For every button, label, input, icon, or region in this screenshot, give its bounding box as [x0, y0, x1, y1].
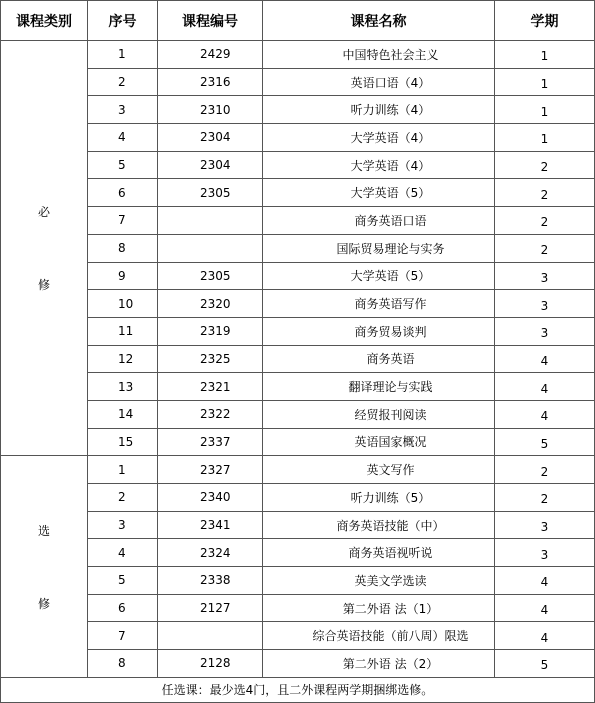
table-row — [1, 234, 595, 262]
course-code: 2128 — [158, 650, 263, 678]
course-code: 2304 — [158, 151, 263, 179]
course-code: 2305 — [158, 262, 263, 290]
course-name: 大学英语（5） — [263, 262, 495, 290]
term: 2 — [495, 484, 595, 512]
category-label: 必 — [37, 205, 50, 220]
course-code: 2324 — [158, 539, 263, 567]
term: 4 — [495, 622, 595, 650]
term: 4 — [495, 594, 595, 622]
course-code: 2305 — [158, 179, 263, 207]
table-row — [1, 41, 595, 69]
course-name: 大学英语（4） — [263, 124, 495, 152]
course-code — [158, 622, 263, 650]
course-name: 翻译理论与实践 — [263, 373, 495, 401]
row-number: 5 — [88, 151, 158, 179]
table-row — [1, 373, 595, 401]
term: 3 — [495, 511, 595, 539]
term: 2 — [495, 179, 595, 207]
table-row — [1, 68, 595, 96]
course-name: 英文写作 — [263, 456, 495, 484]
table-row — [1, 456, 595, 484]
term: 1 — [495, 96, 595, 124]
row-number: 15 — [88, 428, 158, 456]
course-name: 商务英语视听说 — [263, 539, 495, 567]
term: 3 — [495, 317, 595, 345]
course-code: 2337 — [158, 428, 263, 456]
elective-category-cell — [1, 456, 88, 678]
table-row — [1, 484, 595, 512]
required-category-cell — [1, 41, 88, 456]
table-row — [1, 622, 595, 650]
term: 2 — [495, 207, 595, 235]
table-row — [1, 650, 595, 678]
row-number: 6 — [88, 179, 158, 207]
term: 2 — [495, 151, 595, 179]
course-name: 商务英语 — [263, 345, 495, 373]
course-code: 2321 — [158, 373, 263, 401]
course-name: 商务英语口语 — [263, 207, 495, 235]
term: 4 — [495, 567, 595, 595]
footer-row — [1, 677, 595, 702]
course-code: 2327 — [158, 456, 263, 484]
row-number: 1 — [88, 456, 158, 484]
course-code: 2316 — [158, 68, 263, 96]
table-row — [1, 539, 595, 567]
course-name: 听力训练（4） — [263, 96, 495, 124]
row-number: 8 — [88, 650, 158, 678]
table-row — [1, 345, 595, 373]
category-label: 修 — [37, 278, 50, 293]
term: 2 — [495, 234, 595, 262]
row-number: 2 — [88, 484, 158, 512]
row-number: 6 — [88, 594, 158, 622]
course-name: 英美文学选读 — [263, 567, 495, 595]
table-row — [1, 511, 595, 539]
row-number: 12 — [88, 345, 158, 373]
table-row — [1, 317, 595, 345]
course-name: 英语国家概况 — [263, 428, 495, 456]
course-code: 2304 — [158, 124, 263, 152]
course-name: 国际贸易理论与实务 — [263, 234, 495, 262]
course-name: 商务英语写作 — [263, 290, 495, 318]
course-code: 2325 — [158, 345, 263, 373]
row-number: 13 — [88, 373, 158, 401]
course-code — [158, 207, 263, 235]
row-number: 2 — [88, 68, 158, 96]
course-name: 经贸报刊阅读 — [263, 400, 495, 428]
course-name: 中国特色社会主义 — [263, 41, 495, 69]
table-row — [1, 151, 595, 179]
row-number: 10 — [88, 290, 158, 318]
row-number: 7 — [88, 622, 158, 650]
row-number: 7 — [88, 207, 158, 235]
course-name: 第二外语 法（1） — [263, 594, 495, 622]
table-row — [1, 207, 595, 235]
table-row — [1, 428, 595, 456]
term: 1 — [495, 41, 595, 69]
course-code — [158, 234, 263, 262]
term: 3 — [495, 262, 595, 290]
course-name: 商务贸易谈判 — [263, 317, 495, 345]
course-code: 2322 — [158, 400, 263, 428]
row-number: 9 — [88, 262, 158, 290]
row-number: 3 — [88, 96, 158, 124]
row-number: 3 — [88, 511, 158, 539]
course-name: 听力训练（5） — [263, 484, 495, 512]
header-number: 序号 — [88, 1, 158, 41]
header-course-name: 课程名称 — [263, 1, 495, 41]
term: 4 — [495, 400, 595, 428]
row-number: 11 — [88, 317, 158, 345]
row-number: 8 — [88, 234, 158, 262]
header-term: 学期 — [495, 1, 595, 41]
row-number: 5 — [88, 567, 158, 595]
term: 2 — [495, 456, 595, 484]
course-code: 2340 — [158, 484, 263, 512]
header-course-code: 课程编号 — [158, 1, 263, 41]
term: 5 — [495, 428, 595, 456]
course-code: 2319 — [158, 317, 263, 345]
term: 1 — [495, 68, 595, 96]
course-code: 2320 — [158, 290, 263, 318]
course-code: 2341 — [158, 511, 263, 539]
header-row — [1, 1, 595, 41]
table-row — [1, 594, 595, 622]
category-label: 选 — [37, 523, 50, 538]
course-code: 2127 — [158, 594, 263, 622]
table-row — [1, 262, 595, 290]
course-name: 大学英语（5） — [263, 179, 495, 207]
term: 4 — [495, 373, 595, 401]
table-row — [1, 124, 595, 152]
course-code: 2429 — [158, 41, 263, 69]
course-code: 2338 — [158, 567, 263, 595]
course-name: 第二外语 法（2） — [263, 650, 495, 678]
header-category: 课程类别 — [1, 1, 88, 41]
table-row — [1, 567, 595, 595]
row-number: 4 — [88, 124, 158, 152]
table-row — [1, 179, 595, 207]
term: 3 — [495, 290, 595, 318]
course-name: 综合英语技能（前八周）限选 — [263, 622, 495, 650]
footer-note: 任选课：最少选4门，且二外课程两学期捆绑选修。 — [1, 677, 595, 702]
table-body — [1, 41, 595, 703]
term: 4 — [495, 345, 595, 373]
course-code: 2310 — [158, 96, 263, 124]
row-number: 14 — [88, 400, 158, 428]
row-number: 4 — [88, 539, 158, 567]
course-name: 英语口语（4） — [263, 68, 495, 96]
term: 5 — [495, 650, 595, 678]
category-label: 修 — [37, 596, 50, 611]
row-number: 1 — [88, 41, 158, 69]
term: 3 — [495, 539, 595, 567]
term: 1 — [495, 124, 595, 152]
table-row — [1, 400, 595, 428]
table-row — [1, 96, 595, 124]
course-name: 大学英语（4） — [263, 151, 495, 179]
course-name: 商务英语技能（中） — [263, 511, 495, 539]
table-row — [1, 290, 595, 318]
